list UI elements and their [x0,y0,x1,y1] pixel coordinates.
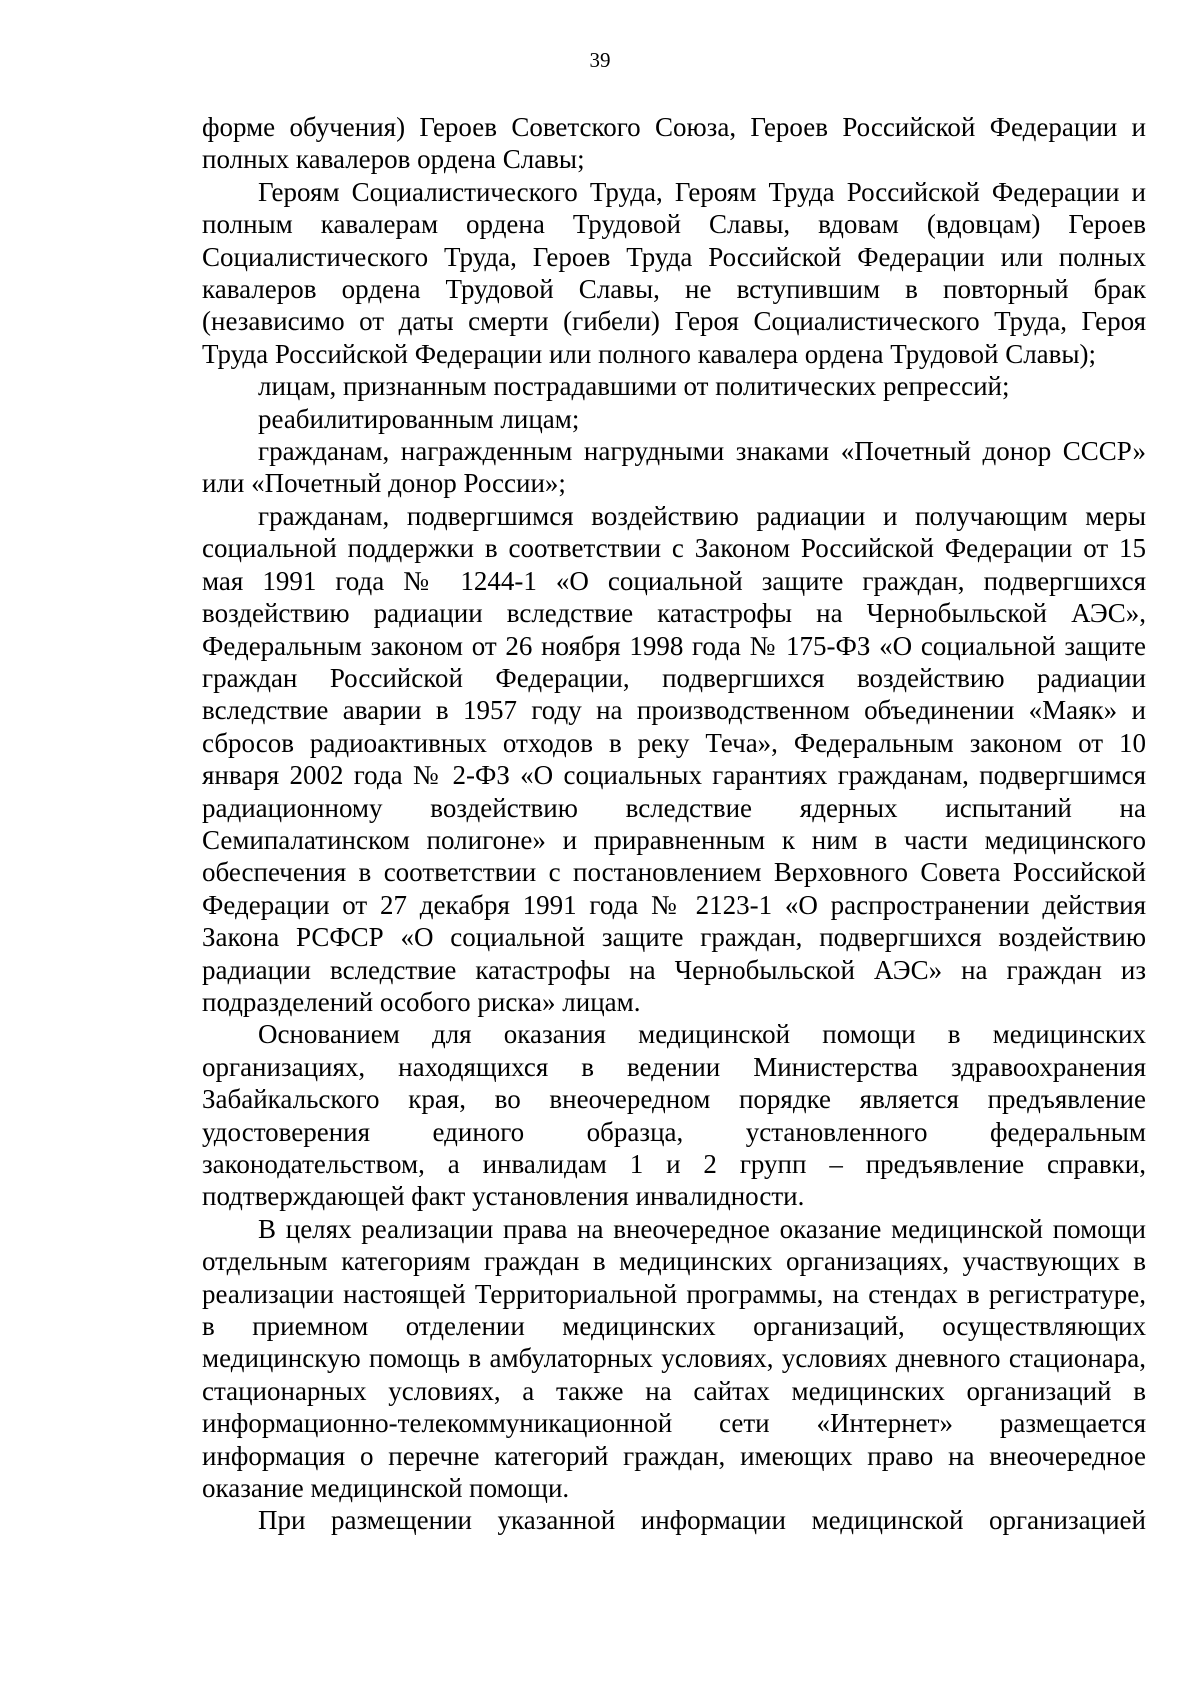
paragraph-radiation-exposure: гражданам, подвергшимся воздействию радиации и получающим меры социальной поддержки в соответствии с Законом Российской Федерации от 15 мая 1991 года № 1244-1 «О социальной защите граждан, подвергшихся воздействию радиации вследствие катастрофы на Чернобыльской АЭС», Федеральным законом от 26 ноября 1998 года № 175-ФЗ «О социальной защите граждан Российской Федерации, подвергшихся воздействию радиации вследствие аварии в 1957 году на производственном объединении «Маяк» и сбросов радиоактивных отходов в реку Теча», Федеральным законом от 10 января 2002 года № 2-ФЗ «О социальных гарантиях гражданам, подвергшимся радиационному воздействию вследствие ядерных испытаний на Семипалатинском полигоне» и приравненным к ним в части медицинского обеспечения в соответствии с постановлением Верховного Совета Российской Федерации от 27 декабря 1991 года № 2123-1 «О распространении действия Закона РСФСР «О социальной защите граждан, подвергшихся воздействию радиации вследствие катастрофы на Чернобыльской АЭС» на граждан из подразделений особого риска» лицам. [202,500,1146,1017]
page-number: 39 [589,48,611,72]
paragraph-basis-for-care: Основанием для оказания медицинской помощи в медицинских организациях, находящихся в ведении Министерства здравоохранения Забайкальского края, во внеочередном порядке является предъявление удостоверения единого образца, установленного федеральным законодательством, а инвалидам 1 и 2 групп – предъявление справки, подтверждающей факт установления инвалидности. [202,1019,1146,1212]
paragraph-rehabilitated: реабилитированным лицам; [258,403,580,434]
paragraph-heroes-of-labor: Героям Социалистического Труда, Героям Труда Российской Федерации и полным кавалерам ордена Трудовой Славы, вдовам (вдовцам) Героев Социалистического Труда, Героев Труда Российской Федерации или полных кавалеров ордена Трудовой Славы, не вступившим в повторный брак (независимо от даты смерти (гибели) Героя Социалистического Труда, Героя Труда Российской Федерации или полного кавалера ордена Трудовой Славы); [202,176,1146,369]
paragraph-political-repression: лицам, признанным пострадавшими от политических репрессий; [258,371,1010,402]
paragraph-continuation: форме обучения) Героев Советского Союза, Героев Российской Федерации и полных кавалеров ордена Славы; [202,112,1146,175]
paragraph-honorary-donor: гражданам, награжденным нагрудными знаками «Почетный донор СССР» или «Почетный донор России»; [202,436,1146,499]
document-body [202,111,1146,1537]
paragraph-trailing: При размещении указанной информации медицинской организацией [258,1505,1146,1536]
paragraph-information-posting: В целях реализации права на внеочередное оказание медицинской помощи отдельным категориям граждан в медицинских организациях, участвующих в реализации настоящей Территориальной программы, на стендах в регистратуре, в приемном отделении медицинских организаций, осуществляющих медицинскую помощь в амбулаторных условиях, условиях дневного стационара, стационарных условиях, а также на сайтах медицинских организаций в информационно-телекоммуникационной сети «Интернет» размещается информация о перечне категорий граждан, имеющих право на внеочередное оказание медицинской помощи. [202,1213,1146,1504]
